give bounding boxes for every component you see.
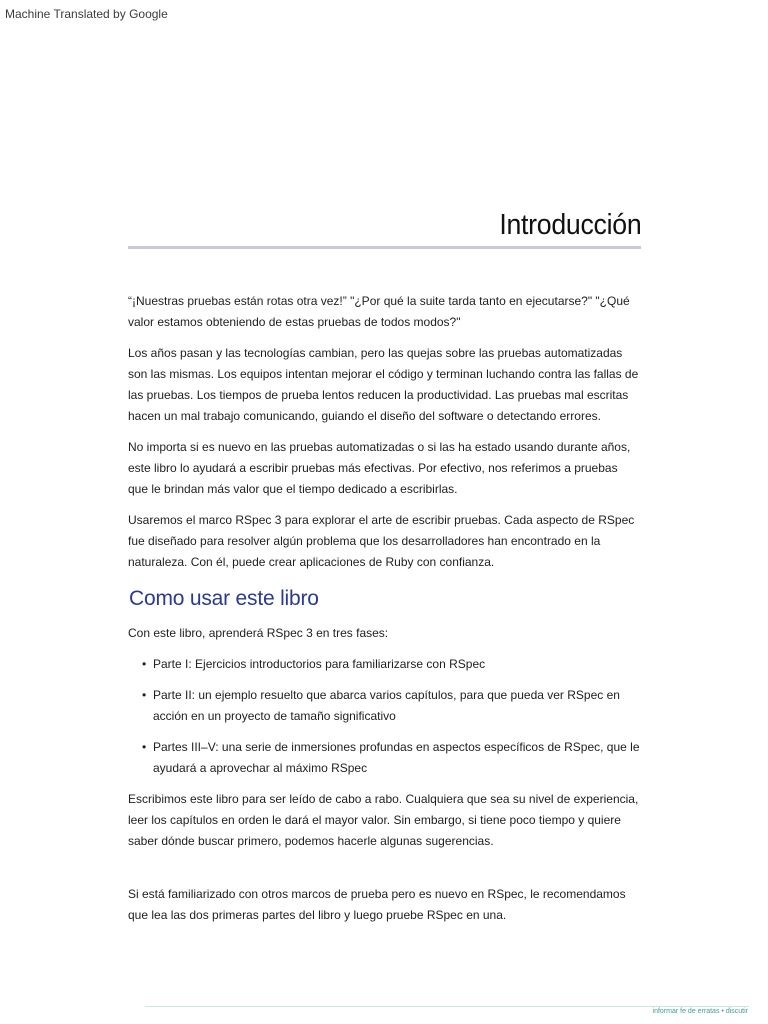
intro-paragraph-1: “¡Nuestras pruebas están rotas otra vez!” "¿Por qué la suite tarda tanto en ejecutarse?" "¿Qué valor estamos obteniendo de estas pruebas de todos modos?" bbox=[128, 294, 630, 329]
section-lead: Con este libro, aprenderá RSpec 3 en tres fases: bbox=[128, 626, 389, 640]
discuss-link[interactable]: discutir bbox=[725, 1008, 748, 1015]
bullet-icon: • bbox=[142, 657, 147, 671]
machine-translation-banner: Machine Translated by Google bbox=[5, 7, 168, 21]
list-item-text: Partes III–V: una serie de inmersiones profundas en aspectos específicos de RSpec, que le ayudará a aprovechar al máximo RSpec bbox=[153, 740, 640, 775]
chapter-body bbox=[128, 291, 640, 936]
intro-paragraph-3: No importa si es nuevo en las pruebas automatizadas o si las ha estado usando durante años, este libro lo ayudará a escribir pruebas más efectivas. Por efectivo, nos referimos a pruebas que le brindan más valor que el tiempo dedicado a escribirlas. bbox=[128, 440, 631, 496]
bullet-icon: • bbox=[142, 688, 147, 702]
list-item bbox=[128, 737, 640, 779]
intro-paragraph-4: Usaremos el marco RSpec 3 para explorar el arte de escribir pruebas. Cada aspecto de RSpec fue diseñado para resolver algún problema que los desarrolladores han encontrado en la naturaleza. Con él, puede crear aplicaciones de Ruby con confianza. bbox=[128, 513, 635, 569]
section-heading: Como usar este libro bbox=[129, 587, 319, 610]
footer-separator: • bbox=[721, 1008, 724, 1015]
list-item bbox=[128, 685, 640, 727]
reading-advice-paragraph: Escribimos este libro para ser leído de cabo a rabo. Cualquiera que sea su nivel de experiencia, leer los capítulos en orden le dará el mayor valor. Sin embargo, si tiene poco tiempo y quiere saber dónde buscar primero, podemos hacerle algunas sugerencias. bbox=[128, 792, 639, 848]
report-errata-link[interactable]: informar fe de erratas bbox=[652, 1008, 720, 1015]
footer-links bbox=[653, 1008, 748, 1015]
bullet-icon: • bbox=[142, 740, 147, 754]
title-underline-rule bbox=[128, 246, 641, 249]
phases-list bbox=[128, 654, 640, 779]
list-item bbox=[128, 654, 640, 675]
chapter-title: Introducción bbox=[498, 209, 641, 241]
suggestion-paragraph: Si está familiarizado con otros marcos de prueba pero es nuevo en RSpec, le recomendamos que lea las dos primeras partes del libro y luego pruebe RSpec en una. bbox=[128, 887, 626, 922]
list-item-text: Parte II: un ejemplo resuelto que abarca varios capítulos, para que pueda ver RSpec en acción en un proyecto de tamaño significativo bbox=[153, 688, 620, 723]
footer-divider bbox=[145, 1006, 749, 1007]
list-item-text: Parte I: Ejercicios introductorios para familiarizarse con RSpec bbox=[153, 657, 486, 671]
intro-paragraph-2: Los años pasan y las tecnologías cambian, pero las quejas sobre las pruebas automatizadas son las mismas. Los equipos intentan mejorar el código y terminan luchando contra las fallas de las pruebas. Los tiempos de prueba lentos reducen la productividad. Las pruebas mal escritas hacen un mal trabajo comunicando, guiando el diseño del software o detectando errores. bbox=[128, 346, 639, 423]
